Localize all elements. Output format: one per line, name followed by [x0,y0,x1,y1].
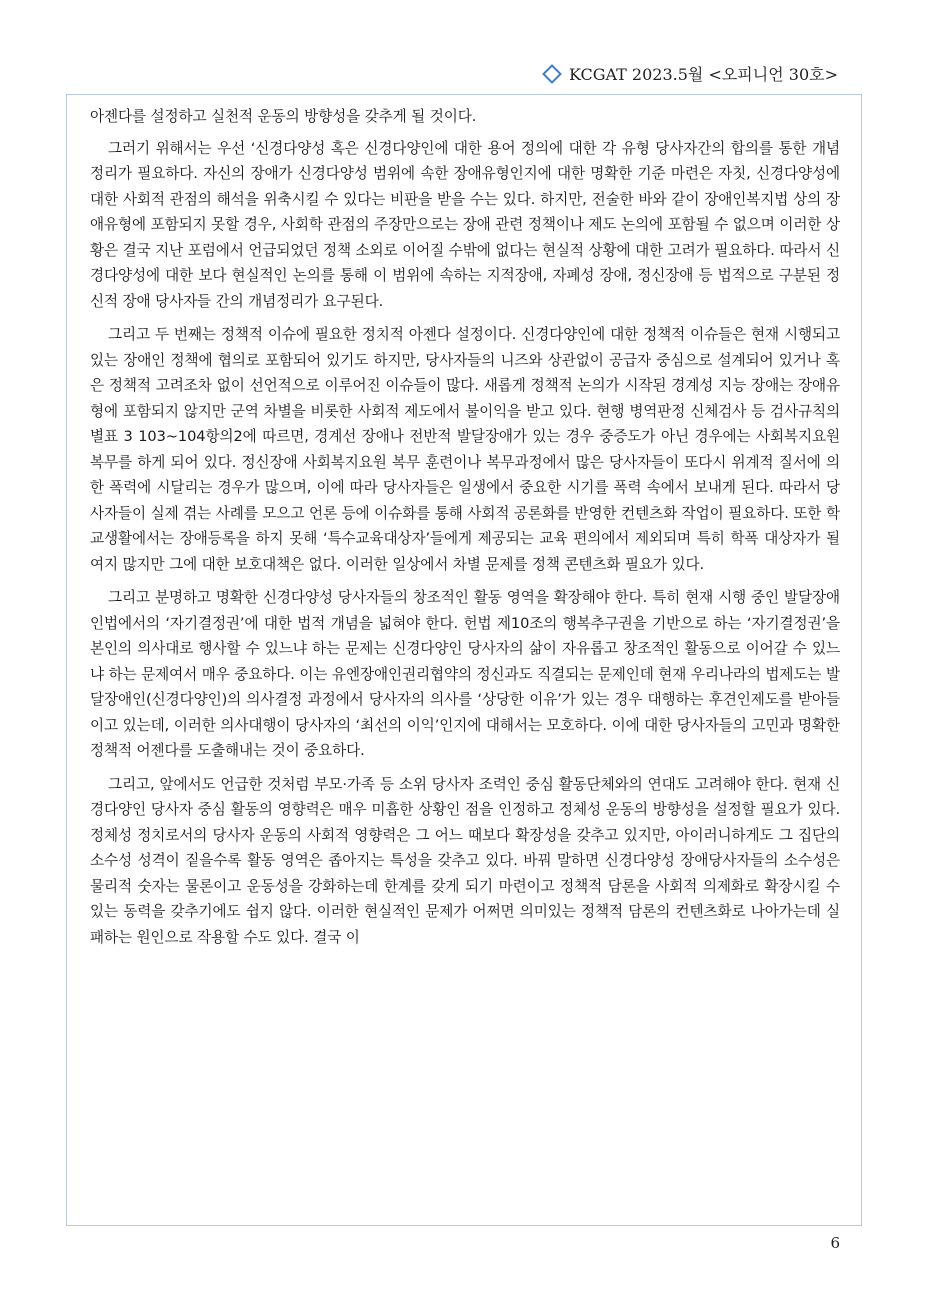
paragraph-terminology: 그러기 위해서는 우선 ‘신경다양성 혹은 신경다양인에 대한 용어 정의에 대한 각 유형 당사자간의 합의를 통한 개념 정리가 필요하다. 자신의 장애가 신경다양성 범위에 속한 장애유형인지에 대한 명확한 기준 마련은 자칫, 신경다양성에 대한 사회적 관점의 해석을 위축시킬 수 있다는 비판을 받을 수는 있다. 하지만, 전술한 바와 같이 장애인복지법 상의 장애유형에 포함되지 못할 경우, 사회학 관점의 주장만으로는 장애 관련 정책이나 제도 논의에 포함될 수 없으며 이러한 상황은 결국 지난 포럼에서 언급되었던 정책 소외로 이어질 수밖에 없다는 현실적 상황에 대한 고려가 필요하다. 따라서 신경다양성에 대한 보다 현실적인 논의를 통해 이 범위에 속하는 지적장애, 자폐성 장애, 정신장애 등 법적으로 구분된 정신적 장애 당사자들 간의 개념정리가 요구된다. [90,139,840,310]
document-body [90,104,840,958]
paragraph-policy-agenda: 그리고 두 번째는 정책적 이슈에 필요한 정치적 아젠다 설정이다. 신경다양인에 대한 정책적 이슈들은 현재 시행되고 있는 장애인 정책에 협의로 포함되어 있기도 하지만, 당사자들의 니즈와 상관없이 공급자 중심으로 설계되어 있거나 혹은 정책적 고려조차 없이 선언적으로 이루어진 이슈들이 많다. 새롭게 정책적 논의가 시작된 경계성 지능 장애는 장애유형에 포함되지 않지만 군역 차별을 비롯한 사회적 제도에서 불이익을 받고 있다. 현행 병역판정 신체검사 등 검사규칙의 별표 3 103~104항의2에 따르면, 경계선 장애나 전반적 발달장애가 있는 경우 중증도가 아닌 경우에는 사회복지요원 복무를 하게 되어 있다. 정신장애 사회복지요원 복무 훈련이나 복무과정에서 많은 당사자들이 또다시 위계적 질서에 의한 폭력에 시달리는 경우가 많으며, 이에 따라 당사자들은 일생에서 중요한 시기를 폭력 속에서 보내게 된다. 따라서 당사자들이 실제 겪는 사례를 모으고 언론 등에 이슈화를 통해 사회적 공론화를 반영한 컨텐츠화 작업이 필요하다. 또한 학교생활에서는 장애등록을 하지 못해 ‘특수교육대상자’들에게 제공되는 교육 편의에서 제외되며 특히 학폭 대상자가 될 여지 많지만 그에 대한 보호대책은 없다. 이러한 일상에서 차별 문제를 정책 콘텐츠화 필요가 있다. [90,326,840,573]
page-number: 6 [830,1234,840,1252]
diamond-icon [542,64,562,84]
page-header [545,62,838,85]
paragraph-solidarity: 그리고, 앞에서도 언급한 것처럼 부모·가족 등 소위 당사자 조력인 중심 활동단체와의 연대도 고려해야 한다. 현재 신경다양인 당사자 중심 활동의 영향력은 매우 미흡한 상황인 점을 인정하고 정체성 운동의 방향성을 설정할 필요가 있다. 정체성 정치로서의 당사자 운동의 사회적 영향력은 그 어느 때보다 확장성을 갖추고 있지만, 아이러니하게도 그 집단의 소수성 성격이 짙을수록 활동 영역은 좁아지는 특성을 갖추고 있다. 바꿔 말하면 신경다양성 장애당사자들의 소수성은 물리적 숫자는 물론이고 운동성을 강화하는데 한계를 갖게 되기 마련이고 정책적 담론을 사회적 의제화로 확장시킬 수 있는 동력을 갖추기에도 쉽지 않다. 이러한 현실적인 문제가 어쩌면 의미있는 정책적 담론의 컨텐츠화로 나아가는데 실패하는 원인으로 작용할 수도 있다. 결국 이 [90,775,840,946]
header-text: KCGAT 2023.5월 <오피니언 30호> [568,65,838,84]
paragraph-continuation: 아젠다를 설정하고 실천적 운동의 방향성을 갖추게 될 것이다. [90,108,477,125]
paragraph-self-determination: 그리고 분명하고 명확한 신경다양성 당사자들의 창조적인 활동 영역을 확장해야 한다. 특히 현재 시행 중인 발달장애인법에서의 ‘자기결정권’에 대한 법적 개념을 넓혀야 한다. 헌법 제10조의 행복추구권을 기반으로 하는 ‘자기결정권’을 본인의 의사대로 행사할 수 있느냐 하는 문제는 신경다양인 당사자의 삶이 자유롭고 창조적인 활동으로 이어갈 수 있느냐 하는 문제여서 매우 중요하다. 이는 유엔장애인권리협약의 정신과도 직결되는 문제인데 현재 우리나라의 법제도는 발달장애인(신경다양인)의 의사결정 과정에서 당사자의 의사를 ‘상당한 이유’가 있는 경우 대행하는 후견인제도를 받아들이고 있는데, 이러한 의사대행이 당사자의 ‘최선의 이익’인지에 대해서는 모호하다. 이에 대한 당사자들의 고민과 명확한 정책적 어젠다를 도출해내는 것이 중요하다. [90,589,840,759]
